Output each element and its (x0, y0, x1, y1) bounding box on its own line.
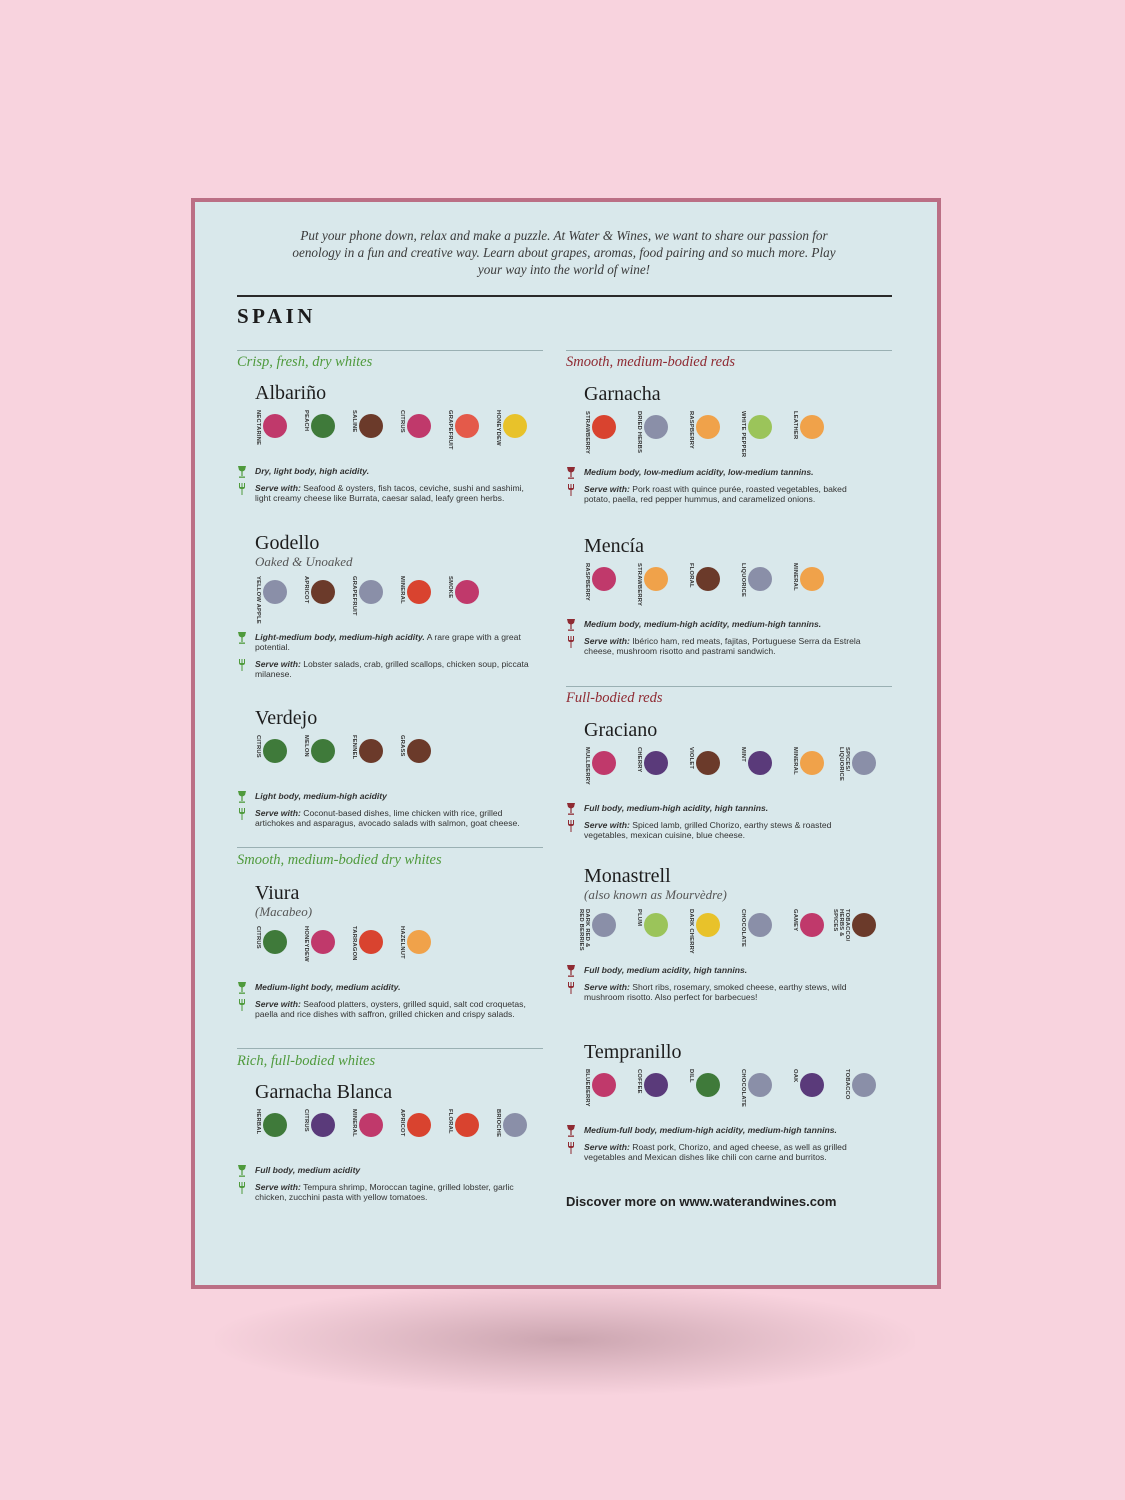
aroma-label: CHOCOLATE (740, 1069, 746, 1108)
body-note (566, 1125, 866, 1135)
aroma-item (788, 1069, 838, 1117)
wine-name: Mencía (584, 535, 644, 557)
aroma-item (684, 909, 734, 957)
nectarine-icon (263, 414, 287, 438)
wine-glass-icon (566, 803, 576, 815)
aroma-label: WHITE PEPPER (740, 411, 746, 458)
aroma-item (684, 411, 734, 459)
fork-glass-icon (566, 484, 576, 496)
wine-name: Monastrell (584, 865, 671, 887)
plum-icon (644, 913, 668, 937)
peach-icon (311, 414, 335, 438)
melon-icon (311, 739, 335, 763)
fork-glass-icon (566, 982, 576, 994)
aroma-label: APRICOT (303, 576, 309, 604)
serve-text: Tempura shrimp, Moroccan tagine, grilled lobster, garlic chicken, zucchini pasta with yellow tomatoes. (255, 1182, 514, 1202)
aroma-item (395, 1109, 445, 1157)
grapefruit-icon (455, 414, 479, 438)
body-note (237, 982, 537, 992)
aroma-label: BLUEBERRY (584, 1069, 590, 1107)
floral-icon (455, 1113, 479, 1137)
category-rule (237, 350, 543, 351)
aroma-item (684, 747, 734, 795)
category-rich-whites: Rich, full-bodied whites (237, 1053, 376, 1069)
fork-glass-icon (566, 820, 576, 832)
wine-name: Tempranillo (584, 1041, 682, 1063)
aroma-item (684, 1069, 734, 1117)
aroma-item (251, 576, 301, 624)
aroma-label: DARK RED & RED BERRIES (578, 909, 590, 951)
aroma-label: SMOKE (447, 576, 453, 599)
dark-cherry-icon (696, 913, 720, 937)
mineral-icon (359, 1113, 383, 1137)
wine-albarino (237, 382, 537, 503)
body-description: Full body, medium-high acidity, high tannins. (584, 803, 769, 813)
category-rule (237, 1048, 543, 1049)
aroma-item (299, 735, 349, 783)
aroma-label: DARK CHERRY (688, 909, 694, 954)
serve-text: Coconut-based dishes, lime chicken with rice, grilled artichokes and asparagus, avocado salads with salmon, goat cheese. (255, 808, 520, 828)
serve-text: Roast pork, Chorizo, and aged cheese, as well as grilled vegetables and Mexican dishes like chili con carne and burritos. (584, 1142, 847, 1162)
serve-note (566, 484, 866, 504)
aroma-item (632, 1069, 682, 1117)
citrus-icon (263, 930, 287, 954)
wine-name: Garnacha (584, 383, 661, 405)
wine-subtitle: Oaked & Unoaked (255, 554, 353, 569)
aroma-item (788, 909, 838, 957)
wine-name: Graciano (584, 719, 658, 741)
tarragon-icon (359, 930, 383, 954)
wine-name: Albariño (255, 382, 327, 404)
aroma-item (736, 563, 786, 611)
body-description: Medium body, low-medium acidity, low-medium tannins. (584, 467, 814, 477)
aroma-label: HAZELNUT (399, 926, 405, 959)
hazelnut-icon (407, 930, 431, 954)
body-description: Medium body, medium-high acidity, medium-high tannins. (584, 619, 822, 629)
grapefruit-icon (359, 580, 383, 604)
wine-glass-icon (237, 982, 247, 994)
aroma-item (251, 926, 301, 974)
aroma-item (395, 576, 445, 624)
serve-note (237, 999, 537, 1019)
aroma-item (347, 576, 397, 624)
aroma-item (580, 563, 630, 611)
leather-icon (800, 415, 824, 439)
aroma-row (580, 411, 866, 459)
category-smooth-whites: Smooth, medium-bodied dry whites (237, 852, 442, 868)
citrus-icon (407, 414, 431, 438)
serve-note (237, 659, 537, 679)
aroma-label: VIOLET (688, 747, 694, 770)
country-title: SPAIN (237, 304, 316, 328)
aroma-item (736, 411, 786, 459)
wine-garnacha-blanca (237, 1081, 537, 1202)
aroma-item (580, 747, 630, 795)
strawberry-icon (592, 415, 616, 439)
wine-verdejo (237, 707, 537, 828)
aroma-item (347, 735, 397, 783)
aroma-label: TARRAGON (351, 926, 357, 961)
raspberry-icon (696, 415, 720, 439)
aroma-label: CHOCOLATE (740, 909, 746, 948)
aroma-label: TOBACCO (844, 1069, 850, 1100)
aroma-row (251, 410, 537, 458)
aroma-item (395, 926, 445, 974)
aroma-item (580, 909, 630, 957)
aroma-label: CITRUS (255, 926, 261, 949)
aroma-label: MINERAL (399, 576, 405, 604)
aroma-item (840, 1069, 890, 1117)
dark-red-red-berries-icon (592, 913, 616, 937)
liquorice-icon (748, 567, 772, 591)
aroma-item (632, 411, 682, 459)
serve-text: Seafood & oysters, fish tacos, ceviche, sushi and sashimi, light creamy cheese like Burrata, caesar salad, leafy green herbs. (255, 483, 524, 503)
smoke-icon (455, 580, 479, 604)
serve-note (566, 982, 866, 1002)
aroma-item (788, 411, 838, 459)
body-note (566, 619, 866, 629)
aroma-label: MINERAL (792, 747, 798, 775)
aroma-item (736, 909, 786, 957)
wine-subtitle: (also known as Mourvèdre) (584, 887, 727, 902)
footer-link[interactable]: Discover more on www.waterandwines.com (566, 1194, 837, 1209)
aroma-item (736, 747, 786, 795)
wine-name: Viura (255, 882, 300, 904)
coffee-icon (644, 1073, 668, 1097)
aroma-label: SPICES/ LIQUORICE (838, 747, 850, 782)
aroma-item (684, 563, 734, 611)
wine-name: Garnacha Blanca (255, 1081, 393, 1103)
serve-text: Seafood platters, oysters, grilled squid, salt cod croquetas, paella and rice dishes with saffron, grilled chicken and crispy salads. (255, 999, 526, 1019)
aroma-row (580, 747, 866, 795)
serve-note (237, 808, 537, 828)
aroma-item (251, 735, 301, 783)
serve-label: Serve with: (255, 659, 301, 669)
herbal-icon (263, 1113, 287, 1137)
mint-icon (748, 751, 772, 775)
wine-glass-icon (566, 965, 576, 977)
aroma-item (788, 747, 838, 795)
category-full-reds: Full-bodied reds (566, 690, 663, 706)
body-description: Medium-full body, medium-high acidity, medium-high tannins. (584, 1125, 837, 1135)
aroma-item (299, 410, 349, 458)
wine-glass-icon (237, 632, 247, 644)
intro-text: Put your phone down, relax and make a puzzle. At Water & Wines, we want to share our passion for oenology in a fun and creative way. Learn about grapes, aromas, food pairing and so much more. Play your way into the world of wine! (292, 228, 836, 277)
honeydew-icon (311, 930, 335, 954)
aroma-label: COFFEE (636, 1069, 642, 1094)
cherry-icon (644, 751, 668, 775)
body-note (237, 632, 537, 652)
wine-garnacha (566, 383, 866, 504)
puzzle-box-back (191, 198, 941, 1289)
aroma-item (832, 909, 890, 957)
mineral-icon (407, 580, 431, 604)
aroma-label: LIQUORICE (740, 563, 746, 598)
aroma-label: CITRUS (399, 410, 405, 433)
aroma-label: PLUM (636, 909, 642, 927)
serve-note (566, 820, 866, 840)
serve-text: Spiced lamb, grilled Chorizo, earthy stews & roasted vegetables, mexican cuisine, blue cheese. (584, 820, 832, 840)
aroma-item (491, 1109, 541, 1157)
body-note (237, 791, 537, 801)
serve-note (237, 1182, 537, 1202)
aroma-row (251, 576, 537, 624)
aroma-label: RASPBERRY (584, 563, 590, 601)
aroma-item (443, 410, 493, 458)
body-note (237, 466, 537, 476)
citrus-icon (311, 1113, 335, 1137)
aroma-label: FLORAL (688, 563, 694, 588)
body-description: Full body, medium acidity (255, 1165, 361, 1175)
aroma-label: SALINE (351, 410, 357, 433)
aroma-label: OAK (792, 1069, 798, 1083)
aroma-label: MULLBERRY (584, 747, 590, 785)
aroma-item (347, 1109, 397, 1157)
header-rule (237, 295, 892, 297)
category-rule (566, 350, 892, 351)
aroma-label: CHERRY (636, 747, 642, 773)
aroma-item (632, 909, 682, 957)
wine-glass-icon (237, 466, 247, 478)
category-rule (237, 847, 543, 848)
fork-glass-icon (237, 808, 247, 820)
aroma-item (632, 747, 682, 795)
aroma-row (251, 735, 537, 783)
body-note (566, 803, 866, 813)
wine-glass-icon (237, 1165, 247, 1177)
aroma-label: MINT (740, 747, 746, 762)
aroma-row (580, 563, 866, 611)
wine-name: Verdejo (255, 707, 318, 729)
aroma-item (580, 1069, 630, 1117)
violet-icon (696, 751, 720, 775)
body-note (566, 965, 866, 975)
aroma-item (736, 1069, 786, 1117)
serve-text: Pork roast with quince purée, roasted vegetables, baked potato, paella, red pepper hummus, and caramelized onions. (584, 484, 847, 504)
blueberry-icon (592, 1073, 616, 1097)
serve-label: Serve with: (584, 484, 630, 494)
raspberry-icon (592, 567, 616, 591)
aroma-label: GAMEY (792, 909, 798, 932)
body-description: Dry, light body, high acidity. (255, 466, 370, 476)
aroma-label: DILL (688, 1069, 694, 1083)
aroma-item (299, 576, 349, 624)
mullberry-icon (592, 751, 616, 775)
serve-label: Serve with: (255, 808, 301, 818)
mineral-icon (800, 751, 824, 775)
wine-viura (237, 882, 537, 1019)
serve-note (237, 483, 537, 503)
aroma-label: RASPBERRY (688, 411, 694, 449)
serve-label: Serve with: (584, 982, 630, 992)
aroma-label: FENNEL (351, 735, 357, 760)
apricot-icon (407, 1113, 431, 1137)
box-shadow (215, 1285, 915, 1395)
aroma-item (347, 410, 397, 458)
serve-text: Lobster salads, crab, grilled scallops, chicken soup, piccata milanese. (255, 659, 529, 679)
wine-mencia (566, 535, 866, 656)
aroma-row (580, 909, 866, 957)
body-description: Medium-light body, medium acidity. (255, 982, 401, 992)
wine-monastrell (566, 865, 866, 1002)
aroma-label: GRASS (399, 735, 405, 757)
serve-label: Serve with: (584, 636, 630, 646)
fork-glass-icon (237, 483, 247, 495)
tobacco-icon (852, 1073, 876, 1097)
grass-icon (407, 739, 431, 763)
mineral-icon (800, 567, 824, 591)
aroma-item (443, 1109, 493, 1157)
aroma-item (632, 563, 682, 611)
wine-glass-icon (566, 467, 576, 479)
wine-subtitle: (Macabeo) (255, 904, 313, 919)
serve-note (566, 1142, 866, 1162)
aroma-row (251, 1109, 537, 1157)
aroma-item (443, 576, 493, 624)
aroma-label: TOBACCO/ HERBS & SPICES (832, 909, 850, 942)
fork-glass-icon (566, 1142, 576, 1154)
aroma-label: MINERAL (351, 1109, 357, 1137)
aroma-label: HONEYDEW (495, 410, 501, 446)
strawberry-icon (644, 567, 668, 591)
aroma-label: CITRUS (303, 1109, 309, 1132)
aroma-item (299, 1109, 349, 1157)
aroma-row (580, 1069, 866, 1117)
aroma-label: HERBAL (255, 1109, 261, 1135)
aroma-item (491, 410, 541, 458)
serve-label: Serve with: (255, 483, 301, 493)
serve-note (566, 636, 866, 656)
category-smooth-reds: Smooth, medium-bodied reds (566, 354, 736, 370)
body-note (566, 467, 866, 477)
wine-glass-icon (566, 1125, 576, 1137)
aroma-item (251, 410, 301, 458)
floral-icon (696, 567, 720, 591)
aroma-item (299, 926, 349, 974)
gamey-icon (800, 913, 824, 937)
aroma-label: STRAWBERRY (636, 563, 642, 607)
aroma-label: NECTARINE (255, 410, 261, 446)
aroma-row (251, 926, 537, 974)
body-description: Full body, medium acidity, high tannins. (584, 965, 748, 975)
serve-label: Serve with: (584, 1142, 630, 1152)
aroma-label: YELLOW APPLE (255, 576, 261, 624)
serve-text: Ibérico ham, red meats, fajitas, Portuguese Serra da Estrela cheese, mushroom risotto and pastrami sandwich. (584, 636, 861, 656)
oak-icon (800, 1073, 824, 1097)
category-crisp-whites: Crisp, fresh, dry whites (237, 354, 373, 370)
citrus-icon (263, 739, 287, 763)
dill-icon (696, 1073, 720, 1097)
fork-glass-icon (237, 999, 247, 1011)
dried-herbs-icon (644, 415, 668, 439)
wine-glass-icon (566, 619, 576, 631)
aroma-label: GRAPEFRUIT (351, 576, 357, 616)
serve-label: Serve with: (255, 1182, 301, 1192)
body-extra: A rare grape with a great potential. (255, 632, 521, 652)
saline-icon (359, 414, 383, 438)
tobacco-herbs-spices-icon (852, 913, 876, 937)
aroma-label: GRAPEFRUIT (447, 410, 453, 450)
aroma-item (788, 563, 838, 611)
fork-glass-icon (237, 659, 247, 671)
serve-text: Short ribs, rosemary, smoked cheese, earthy stews, wild mushroom risotto. Also perfect for barbecues! (584, 982, 847, 1002)
serve-label: Serve with: (255, 999, 301, 1009)
wine-godello (237, 532, 537, 679)
aroma-item (251, 1109, 301, 1157)
aroma-item (395, 410, 445, 458)
body-note (237, 1165, 537, 1175)
chocolate-icon (748, 913, 772, 937)
aroma-label: FLORAL (447, 1109, 453, 1134)
aroma-label: CITRUS (255, 735, 261, 758)
fork-glass-icon (566, 636, 576, 648)
aroma-label: MINERAL (792, 563, 798, 591)
aroma-item (395, 735, 445, 783)
spices-liquorice-icon (852, 751, 876, 775)
aroma-label: LEATHER (792, 411, 798, 440)
aroma-label: BRIOCHE (495, 1109, 501, 1138)
aroma-item (347, 926, 397, 974)
wine-name: Godello (255, 532, 320, 554)
aroma-item (580, 411, 630, 459)
wine-glass-icon (237, 791, 247, 803)
aroma-label: DRIED HERBS (636, 411, 642, 454)
yellow-apple-icon (263, 580, 287, 604)
serve-label: Serve with: (584, 820, 630, 830)
aroma-item (840, 747, 890, 795)
aroma-label: STRAWBERRY (584, 411, 590, 455)
aroma-label: MELON (303, 735, 309, 757)
aroma-label: APRICOT (399, 1109, 405, 1137)
fork-glass-icon (237, 1182, 247, 1194)
aroma-label: HONEYDEW (303, 926, 309, 962)
body-description: Light-medium body, medium-high acidity. (255, 632, 425, 642)
brioche-icon (503, 1113, 527, 1137)
honeydew-icon (503, 414, 527, 438)
wine-tempranillo (566, 1041, 866, 1162)
white-pepper-icon (748, 415, 772, 439)
apricot-icon (311, 580, 335, 604)
aroma-label: PEACH (303, 410, 309, 432)
category-rule (566, 686, 892, 687)
body-description: Light body, medium-high acidity (255, 791, 387, 801)
wine-graciano (566, 719, 866, 840)
fennel-icon (359, 739, 383, 763)
chocolate-icon (748, 1073, 772, 1097)
